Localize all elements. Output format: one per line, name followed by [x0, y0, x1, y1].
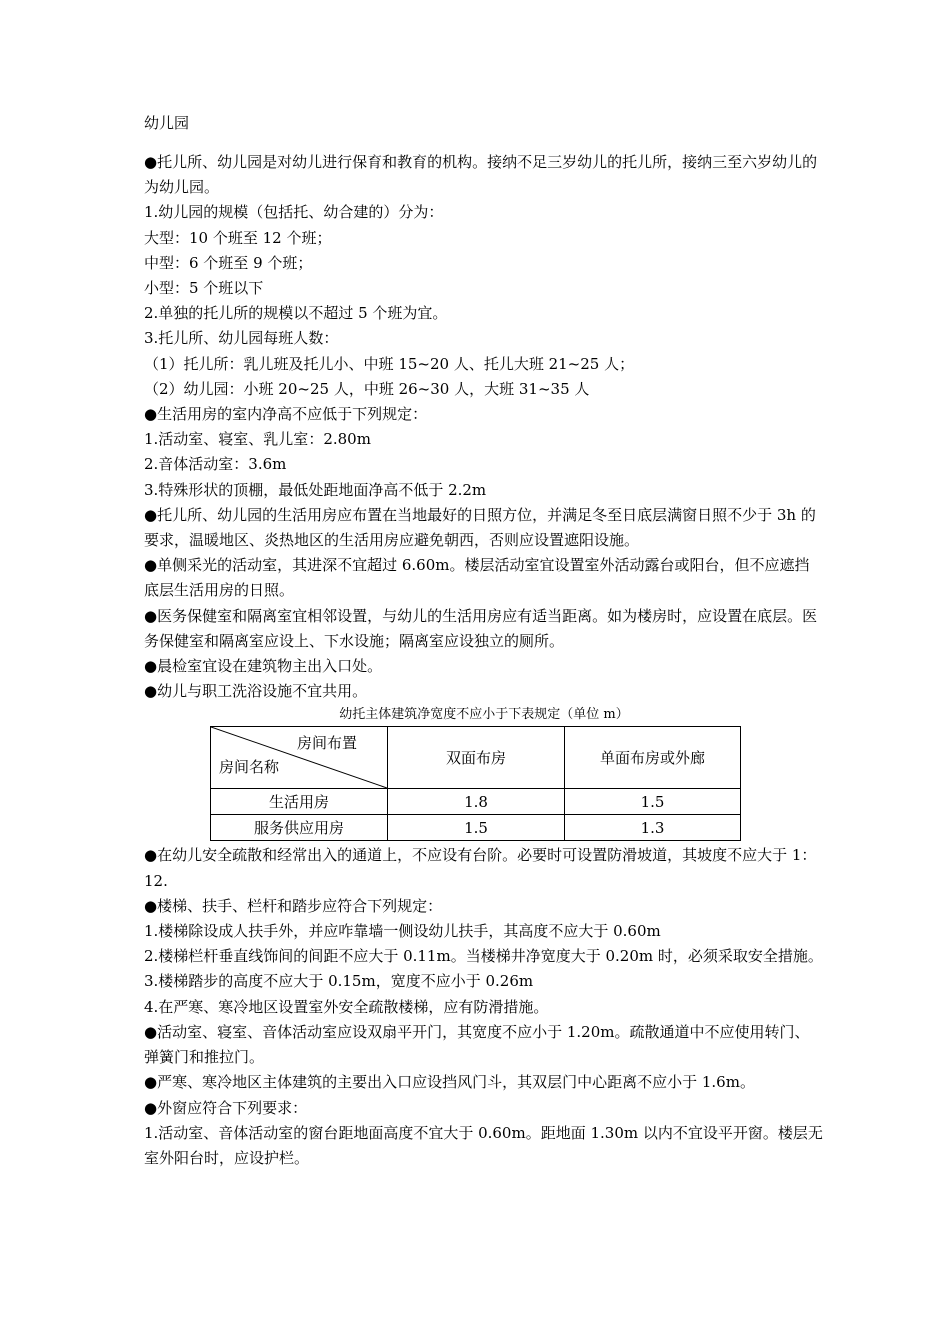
paragraph: ●外窗应符合下列要求：: [144, 1098, 308, 1117]
paragraph: 2.音体活动室：3.6m: [144, 455, 287, 474]
paragraph: 1.幼儿园的规模（包括托、幼合建的）分为：: [144, 203, 444, 222]
paragraph: 3.托儿所、幼儿园每班人数：: [144, 329, 339, 348]
paragraph: ●幼儿与职工洗浴设施不宜共用。: [144, 682, 368, 701]
paragraph: 1.活动室、音体活动室的窗台距地面高度不宜大于 0.60m。距地面 1.30m 以内不宜设平开窗。楼层无室外阳台时，应设护栏。: [144, 1123, 823, 1167]
width-table: [210, 726, 741, 841]
paragraph: （2）幼儿园：小班 20~25 人，中班 26~30 人，大班 31~35 人: [144, 379, 590, 398]
paragraph: 2.单独的托儿所的规模以不超过 5 个班为宜。: [144, 304, 448, 323]
diagonal-header-cell: [211, 727, 388, 789]
paragraph: ●活动室、寝室、音体活动室应设双扇平开门，其宽度不应小于 1.20m。疏散通道中不应使用转门、弹簧门和推拉门。: [144, 1022, 810, 1067]
paragraph: 小型：5 个班以下: [144, 279, 264, 298]
header-single-sided: 单面布房或外廊: [565, 727, 741, 789]
table-caption: 幼托主体建筑净宽度不应小于下表规定（单位 m）: [339, 707, 629, 723]
row-value-double: 1.5: [388, 815, 565, 841]
table-row: [211, 815, 741, 841]
paragraph-group-b: [144, 843, 824, 1171]
paragraph: ●单侧采光的活动室，其进深不宜超过 6.60m。楼层活动室宜设置室外活动露台或阳台，但不应遮挡底层生活用房的日照。: [144, 556, 810, 600]
paragraph: ●托儿所、幼儿园是对幼儿进行保育和教育的机构。接纳不足三岁幼儿的托儿所，接纳三至六岁幼儿的为幼儿园。: [144, 153, 818, 197]
header-room-layout: 房间布置: [296, 734, 357, 753]
paragraph: 3.楼梯踏步的高度不应大于 0.15m，宽度不应小于 0.26m: [144, 972, 534, 991]
paragraph: 3.特殊形状的顶棚，最低处距地面净高不低于 2.2m: [144, 480, 487, 499]
document-body: [144, 150, 824, 1171]
header-room-name: 房间名称: [219, 758, 280, 777]
paragraph: 4.在严寒、寒冷地区设置室外安全疏散楼梯，应有防滑措施。: [144, 997, 549, 1016]
paragraph: ●严寒、寒冷地区主体建筑的主要出入口应设挡风门斗，其双层门中心距离不应小于 1.6m。: [144, 1073, 755, 1092]
paragraph: 1.楼梯除设成人扶手外，并应咋靠墙一侧设幼儿扶手，其高度不应大于 0.60m: [144, 922, 661, 941]
paragraph: 1.活动室、寝室、乳儿室：2.80m: [144, 430, 371, 449]
table-header-row: [211, 727, 741, 789]
row-room-name: 生活用房: [211, 789, 388, 815]
row-value-double: 1.8: [388, 789, 565, 815]
row-value-single: 1.5: [565, 789, 741, 815]
paragraph: ●生活用房的室内净高不应低于下列规定：: [144, 405, 428, 424]
header-double-sided: 双面布房: [388, 727, 565, 789]
row-value-single: 1.3: [565, 815, 741, 841]
paragraph: 2.楼梯栏杆垂直线饰间的间距不应大于 0.11m。当楼梯井净宽度大于 0.20m 时，必须采取安全措施。: [144, 947, 823, 966]
paragraph: ●楼梯、扶手、栏杆和踏步应符合下列规定：: [144, 896, 443, 915]
table-row: [211, 789, 741, 815]
row-room-name: 服务供应用房: [211, 815, 388, 841]
paragraph: ●托儿所、幼儿园的生活用房应布置在当地最好的日照方位，并满足冬至日底层满窗日照不少于 3h 的要求，温暖地区、炎热地区的生活用房应避免朝西，否则应设置遮阳设施。: [144, 505, 816, 550]
paragraph: ●晨检室宜设在建筑物主出入口处。: [144, 657, 383, 676]
paragraph: ●在幼儿安全疏散和经常出入的通道上，不应设有台阶。必要时可设置防滑坡道，其坡度不应大于 1：12.: [144, 846, 817, 890]
paragraph-group-a: [144, 150, 824, 704]
document-title: 幼儿园: [144, 114, 190, 132]
paragraph: 大型：10 个班至 12 个班；: [144, 228, 332, 247]
paragraph: ●医务保健室和隔离室宜相邻设置，与幼儿的生活用房应有适当距离。如为楼房时，应设置在底层。医务保健室和隔离室应设上、下水设施；隔离室应设独立的厕所。: [144, 606, 818, 650]
paragraph: 中型：6 个班至 9 个班；: [144, 253, 313, 272]
paragraph: （1）托儿所：乳儿班及托儿小、中班 15~20 人、托儿大班 21~25 人；: [144, 354, 635, 373]
